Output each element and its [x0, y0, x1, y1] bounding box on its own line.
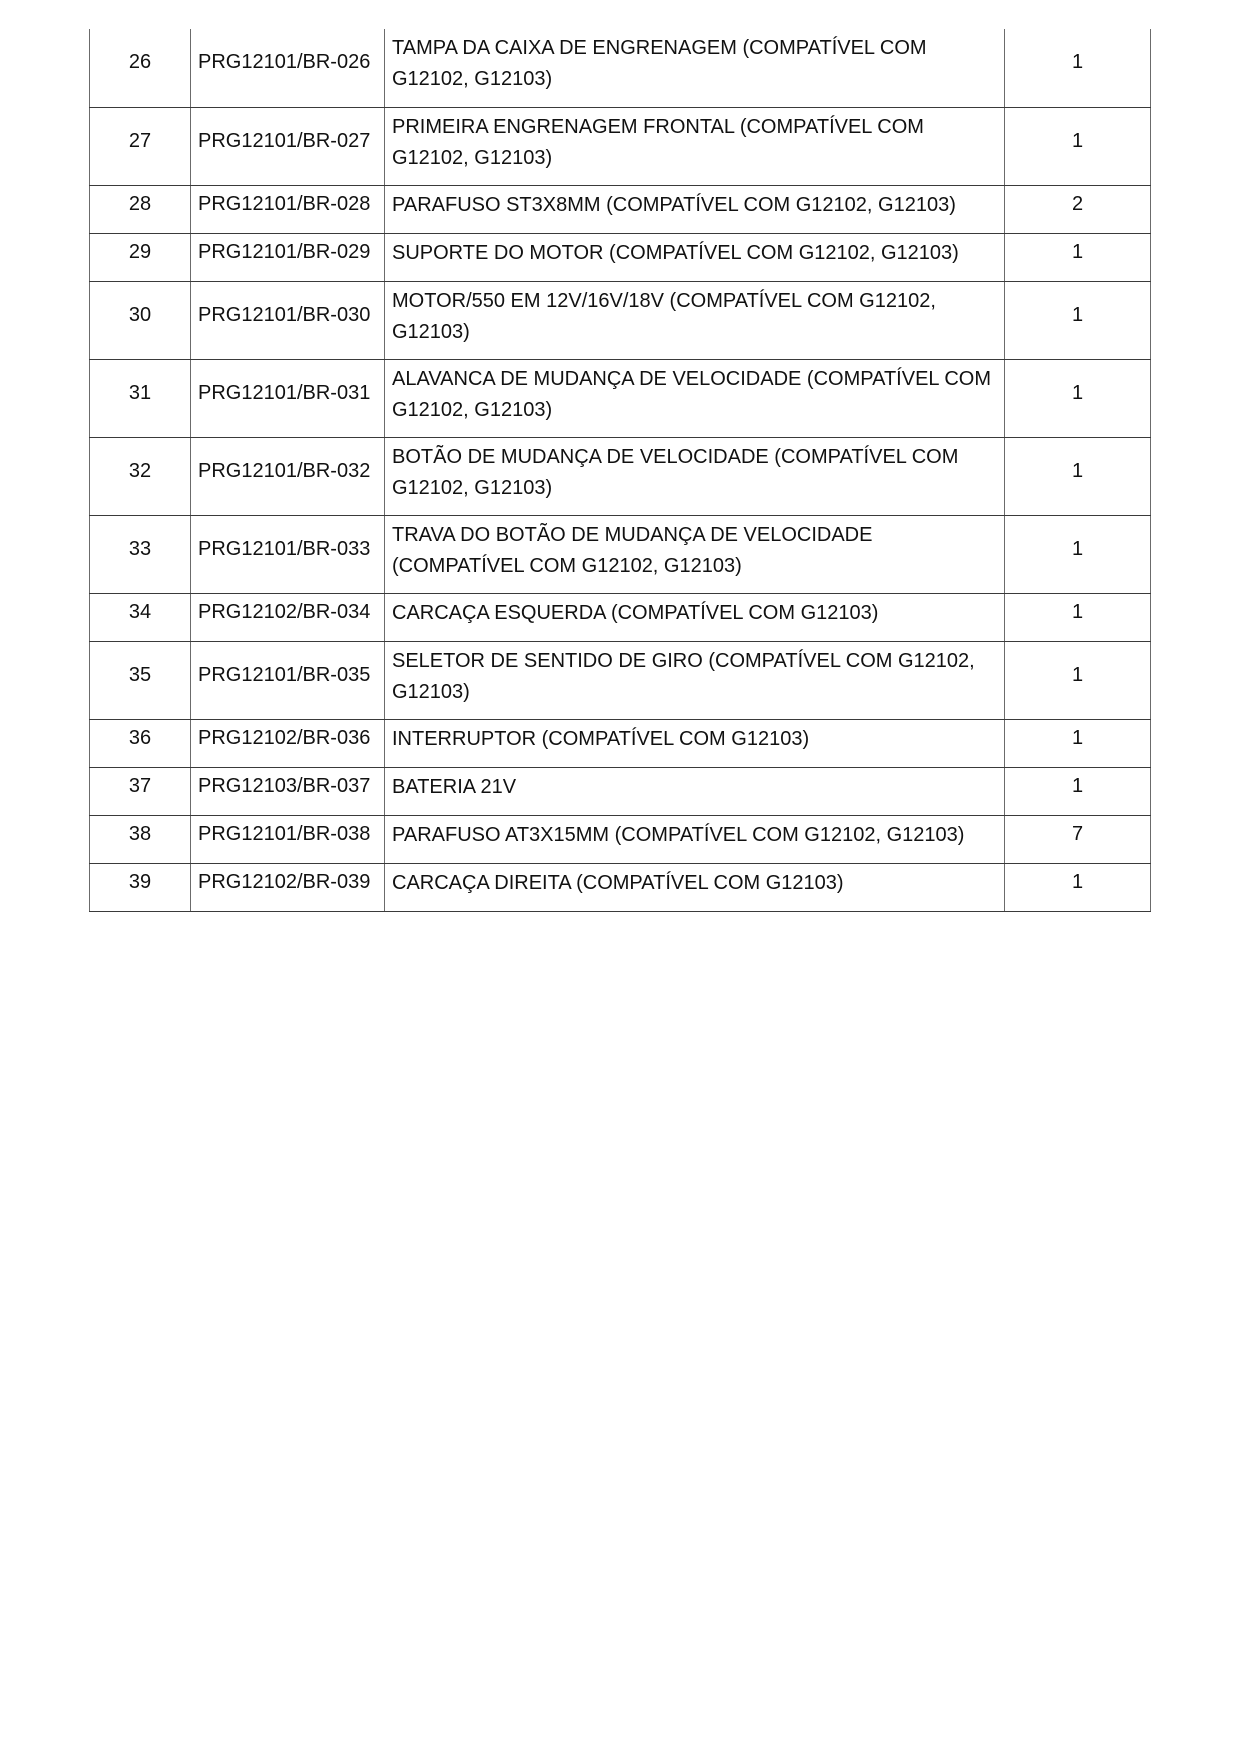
part-description: SUPORTE DO MOTOR (COMPATÍVEL COM G12102, G12103)	[385, 233, 1005, 281]
item-number: 28	[90, 185, 191, 233]
part-code: PRG12101/BR-035	[191, 641, 385, 719]
quantity: 1	[1005, 719, 1151, 767]
quantity: 1	[1005, 29, 1151, 107]
item-number: 33	[90, 515, 191, 593]
table-row	[90, 185, 1151, 233]
part-description: TAMPA DA CAIXA DE ENGRENAGEM (COMPATÍVEL COM G12102, G12103)	[385, 29, 1005, 107]
part-code: PRG12101/BR-038	[191, 815, 385, 863]
part-description: CARCAÇA DIREITA (COMPATÍVEL COM G12103)	[385, 863, 1005, 911]
part-code: PRG12101/BR-032	[191, 437, 385, 515]
part-description: PARAFUSO ST3X8MM (COMPATÍVEL COM G12102, G12103)	[385, 185, 1005, 233]
table-row	[90, 515, 1151, 593]
item-number: 35	[90, 641, 191, 719]
item-number: 26	[90, 29, 191, 107]
quantity: 7	[1005, 815, 1151, 863]
part-description: BOTÃO DE MUDANÇA DE VELOCIDADE (COMPATÍVEL COM G12102, G12103)	[385, 437, 1005, 515]
quantity: 1	[1005, 281, 1151, 359]
item-number: 38	[90, 815, 191, 863]
quantity: 2	[1005, 185, 1151, 233]
part-description: CARCAÇA ESQUERDA (COMPATÍVEL COM G12103)	[385, 593, 1005, 641]
quantity: 1	[1005, 863, 1151, 911]
quantity: 1	[1005, 107, 1151, 185]
table-row	[90, 107, 1151, 185]
quantity: 1	[1005, 641, 1151, 719]
part-code: PRG12103/BR-037	[191, 767, 385, 815]
quantity: 1	[1005, 233, 1151, 281]
part-description: PRIMEIRA ENGRENAGEM FRONTAL (COMPATÍVEL COM G12102, G12103)	[385, 107, 1005, 185]
item-number: 30	[90, 281, 191, 359]
table-row	[90, 233, 1151, 281]
item-number: 31	[90, 359, 191, 437]
part-description: INTERRUPTOR (COMPATÍVEL COM G12103)	[385, 719, 1005, 767]
part-description: ALAVANCA DE MUDANÇA DE VELOCIDADE (COMPATÍVEL COM G12102, G12103)	[385, 359, 1005, 437]
item-number: 34	[90, 593, 191, 641]
part-description: SELETOR DE SENTIDO DE GIRO (COMPATÍVEL COM G12102, G12103)	[385, 641, 1005, 719]
table-row	[90, 767, 1151, 815]
parts-table-body	[90, 29, 1151, 911]
table-row	[90, 437, 1151, 515]
part-code: PRG12101/BR-030	[191, 281, 385, 359]
item-number: 29	[90, 233, 191, 281]
table-row	[90, 815, 1151, 863]
part-code: PRG12102/BR-034	[191, 593, 385, 641]
part-code: PRG12102/BR-036	[191, 719, 385, 767]
part-description: BATERIA 21V	[385, 767, 1005, 815]
item-number: 27	[90, 107, 191, 185]
part-code: PRG12101/BR-031	[191, 359, 385, 437]
table-row	[90, 281, 1151, 359]
part-code: PRG12101/BR-027	[191, 107, 385, 185]
quantity: 1	[1005, 515, 1151, 593]
item-number: 37	[90, 767, 191, 815]
part-code: PRG12102/BR-039	[191, 863, 385, 911]
table-row	[90, 719, 1151, 767]
table-row	[90, 593, 1151, 641]
item-number: 32	[90, 437, 191, 515]
item-number: 39	[90, 863, 191, 911]
quantity: 1	[1005, 767, 1151, 815]
table-row	[90, 863, 1151, 911]
part-code: PRG12101/BR-026	[191, 29, 385, 107]
table-row	[90, 29, 1151, 107]
part-code: PRG12101/BR-033	[191, 515, 385, 593]
quantity: 1	[1005, 359, 1151, 437]
part-description: PARAFUSO AT3X15MM (COMPATÍVEL COM G12102, G12103)	[385, 815, 1005, 863]
part-description: TRAVA DO BOTÃO DE MUDANÇA DE VELOCIDADE (COMPATÍVEL COM G12102, G12103)	[385, 515, 1005, 593]
item-number: 36	[90, 719, 191, 767]
part-code: PRG12101/BR-029	[191, 233, 385, 281]
table-row	[90, 641, 1151, 719]
quantity: 1	[1005, 593, 1151, 641]
parts-table	[89, 29, 1151, 912]
table-row	[90, 359, 1151, 437]
part-description: MOTOR/550 EM 12V/16V/18V (COMPATÍVEL COM G12102, G12103)	[385, 281, 1005, 359]
quantity: 1	[1005, 437, 1151, 515]
part-code: PRG12101/BR-028	[191, 185, 385, 233]
